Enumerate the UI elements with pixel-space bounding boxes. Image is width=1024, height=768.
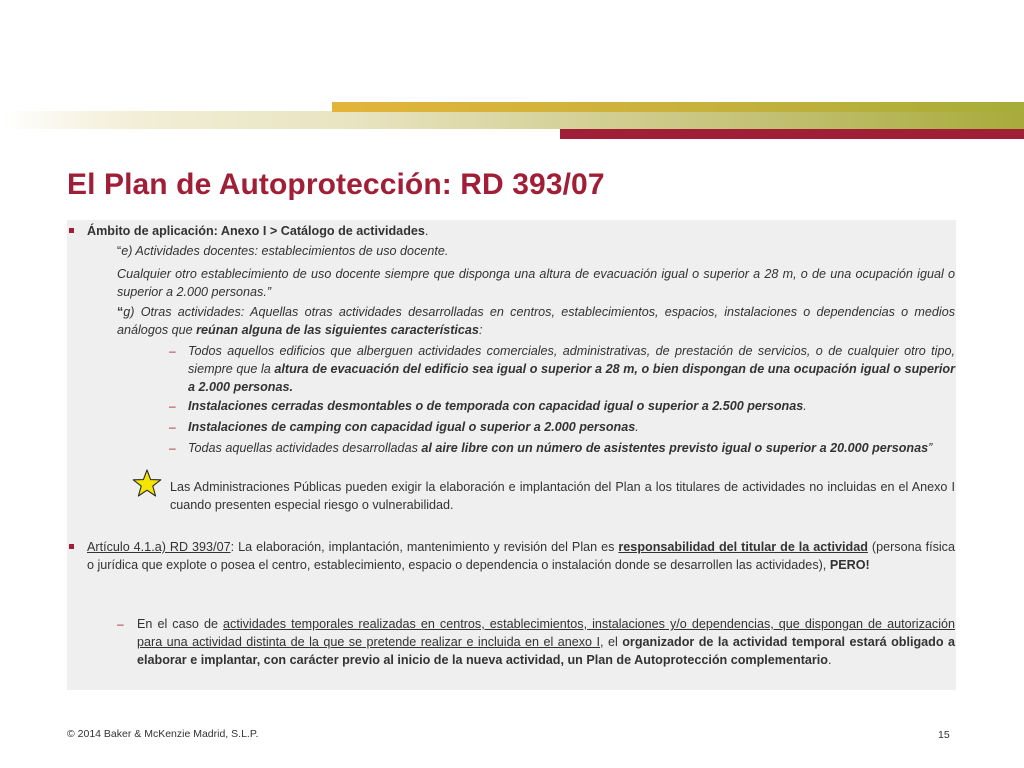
footer-copyright: © 2014 Baker & McKenzie Madrid, S.L.P. <box>67 728 259 740</box>
list-item: Instalaciones de camping con capacidad igual o superior a 2.000 personas. <box>188 420 639 434</box>
square-bullet-icon <box>69 544 74 549</box>
paragraph-e: Cualquier otro establecimiento de uso docente siempre que disponga una altura de evacuación igual o superior a 28 m, o de una ocupación igual o superior a 2.000 personas.” <box>117 267 955 299</box>
en-dash-icon: – <box>169 420 176 434</box>
content-panel <box>67 220 956 690</box>
list-item: Instalaciones cerradas desmontables o de temporada con capacidad igual o superior a 2.500 personas. <box>188 399 807 413</box>
square-bullet-icon <box>69 228 74 233</box>
quote-g: “g) Otras actividades: Aquellas otras actividades desarrolladas en centros, establecimientos, espacios, instalaciones o dependencias o medios análogos que reúnan alguna de las siguientes características: <box>117 305 955 337</box>
star-note: Las Administraciones Públicas pueden exigir la elaboración e implantación del Plan a los titulares de actividades no incluidas en el Anexo I cuando presenten especial riesgo o vulnerabilidad. <box>170 480 955 512</box>
page-number: 15 <box>938 729 950 741</box>
header-gradient-bar <box>0 111 1024 129</box>
header-gold-bar <box>332 102 1024 112</box>
en-dash-icon: – <box>169 399 176 413</box>
article-reference: Artículo 4.1.a) RD 393/07 <box>87 540 231 554</box>
bullet-scope: Ámbito de aplicación: Anexo I > Catálogo de actividades. <box>87 224 429 238</box>
star-icon <box>132 469 162 498</box>
header-red-bar <box>560 129 1024 139</box>
en-dash-icon: – <box>169 441 176 455</box>
en-dash-icon: – <box>169 344 176 358</box>
list-item: Todos aquellos edificios que alberguen actividades comerciales, administrativas, de prestación de servicios, o de cualquier otro tipo, siempre que la altura de evacuación del edificio sea igual o superior a 28 m, o bien dispongan de una ocupación igual o superior a 2.000 personas. <box>188 344 955 394</box>
quote-e: “e) Actividades docentes: establecimientos de uso docente. <box>117 244 449 258</box>
en-dash-icon: – <box>117 617 124 631</box>
bullet-article: Artículo 4.1.a) RD 393/07: La elaboración, implantación, mantenimiento y revisión del Plan es responsabilidad del titular de la actividad (persona física o jurídica que explote o posea el centro, establecimiento, espacio o dependencia o instalación donde se desarrollen las actividades), PERO! <box>87 540 955 572</box>
page-title: El Plan de Autoprotección: RD 393/07 <box>67 168 605 201</box>
scope-label: Ámbito de aplicación: Anexo I > Catálogo de actividades <box>87 224 425 238</box>
temporary-activities-item: En el caso de actividades temporales realizadas en centros, establecimientos, instalaciones y/o dependencias, que dispongan de autorización para una actividad distinta de la que se pretende realizar e incluida en el anexo I, el organizador de la actividad temporal estará obligado a elaborar e implantar, con carácter previo al inicio de la nueva actividad, un Plan de Autoprotección complementario. <box>137 617 955 667</box>
list-item: Todas aquellas actividades desarrolladas al aire libre con un número de asistentes previsto igual o superior a 20.000 personas” <box>188 441 933 455</box>
